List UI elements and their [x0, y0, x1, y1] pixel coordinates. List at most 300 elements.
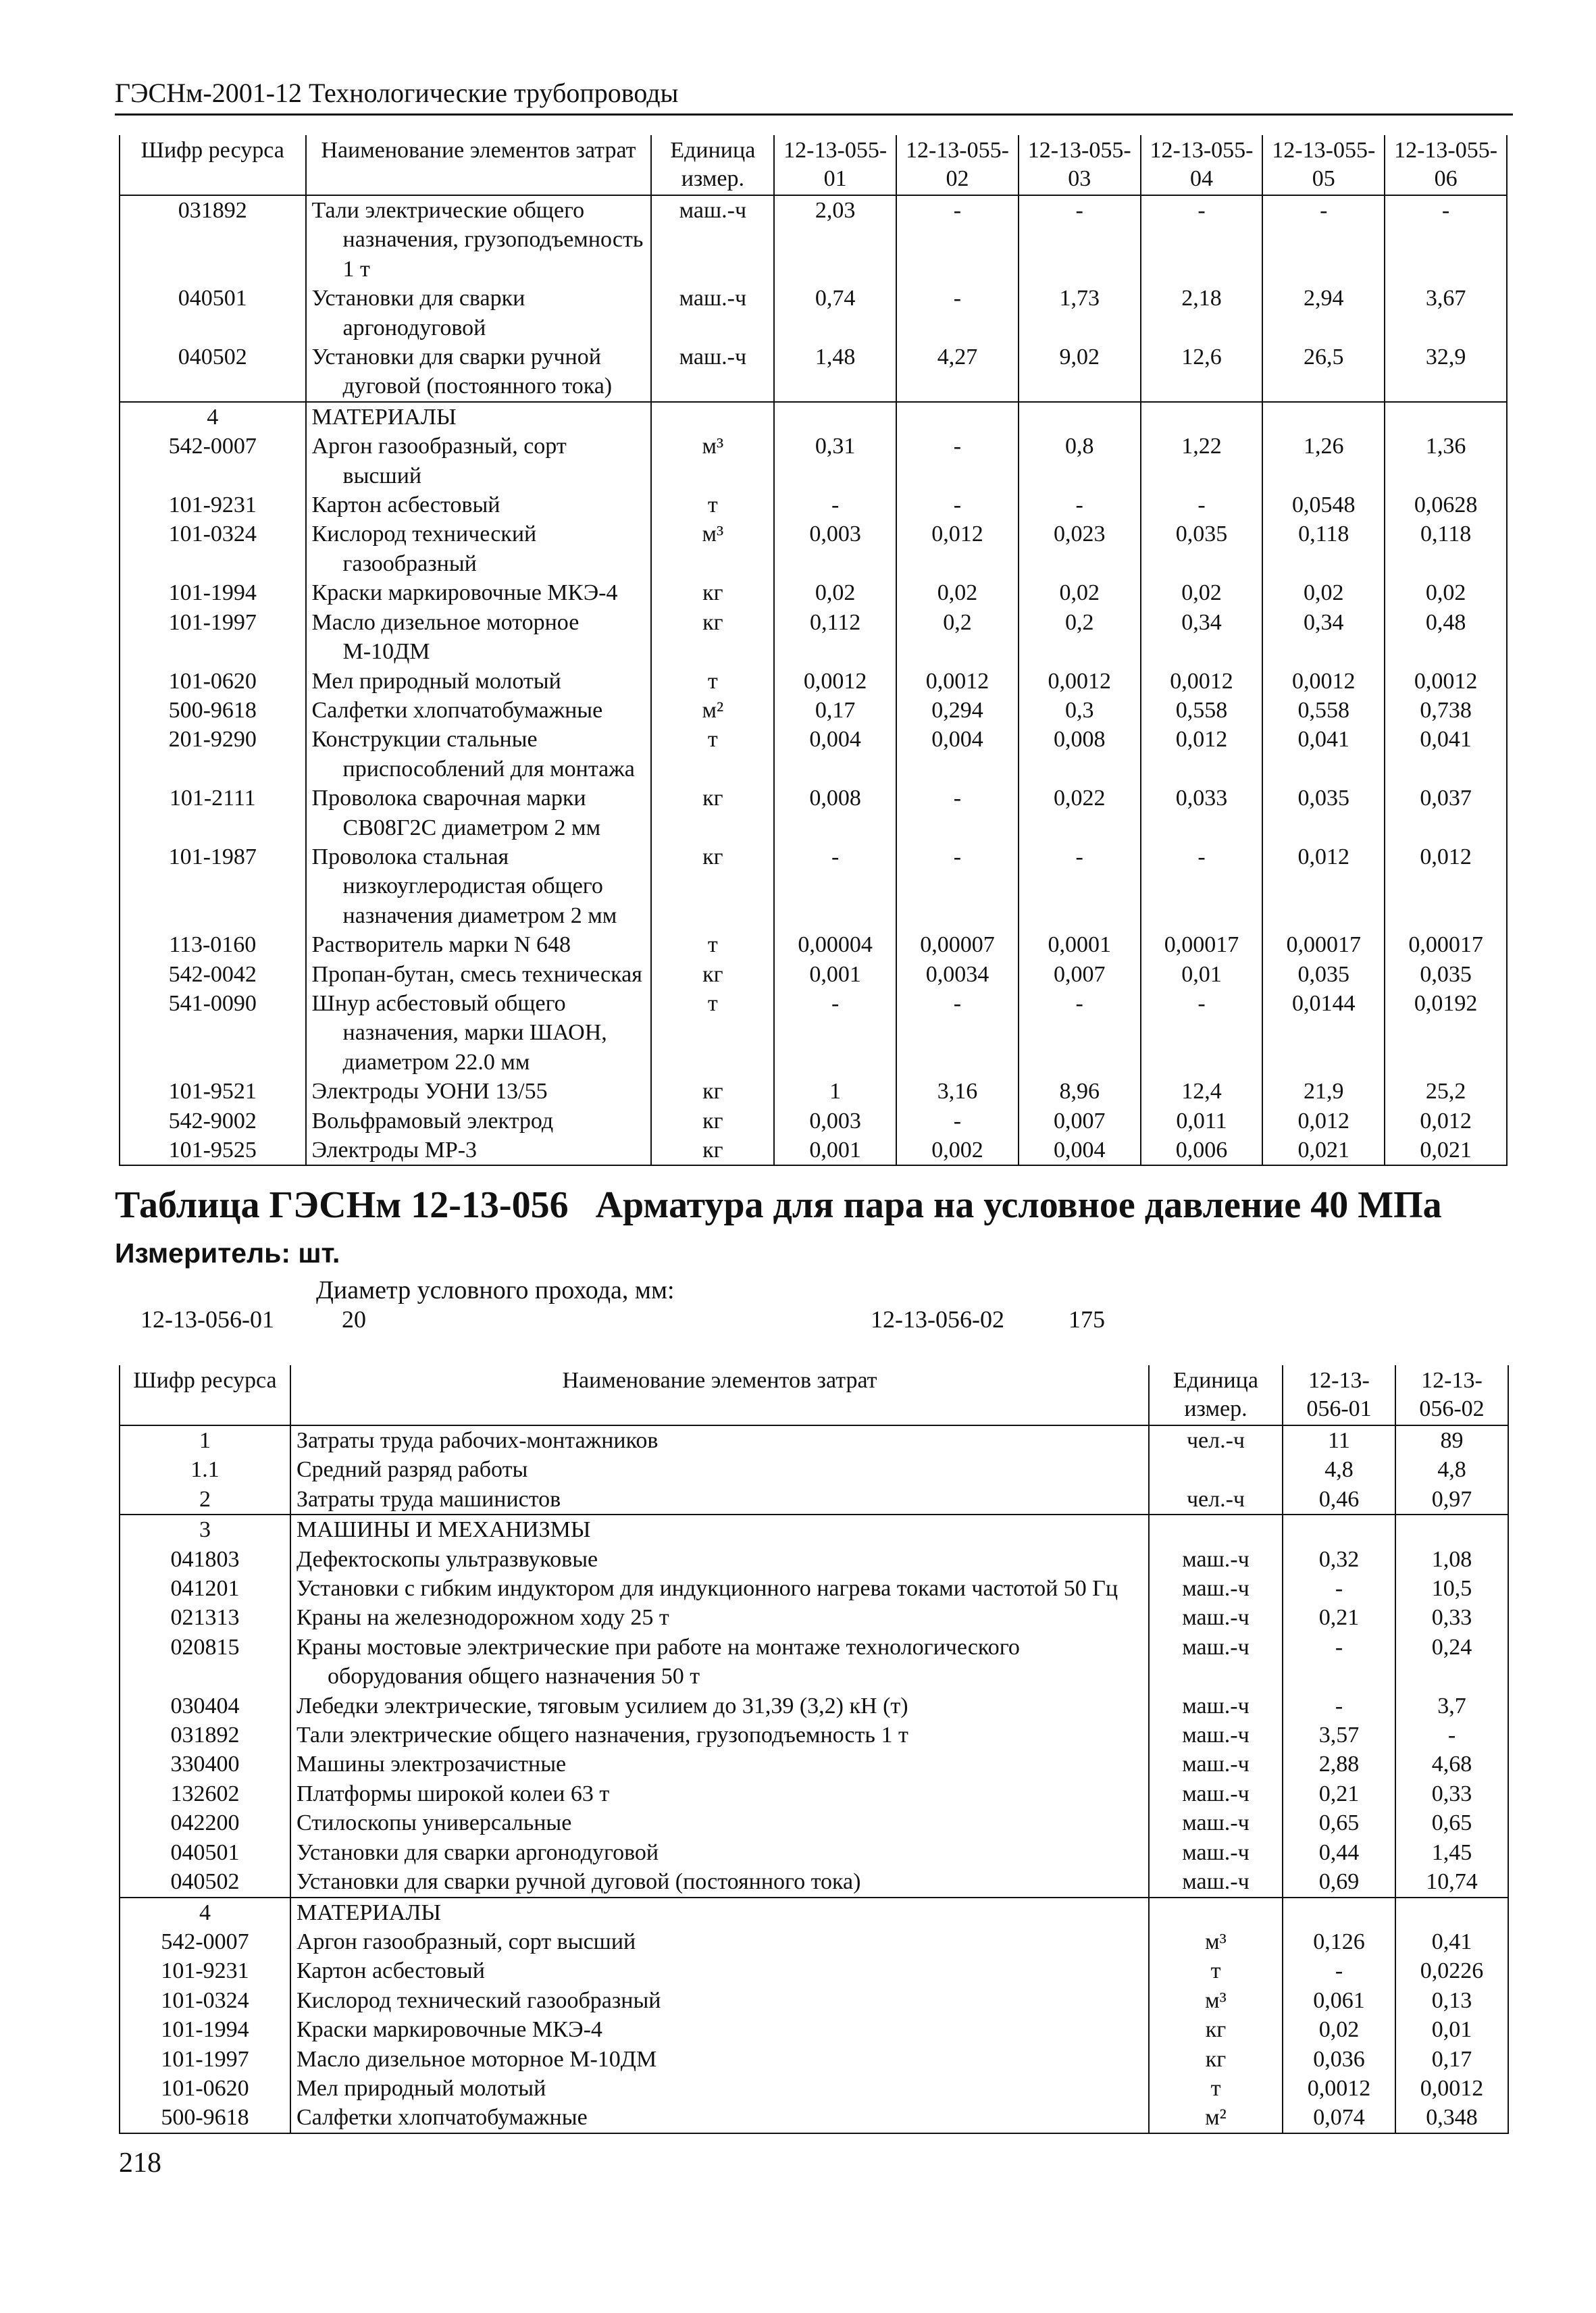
- cell-value-2: 0,294: [896, 696, 1019, 725]
- table-row: [120, 608, 1507, 667]
- cell-name: Салфетки хлопчатобумажные: [306, 696, 652, 725]
- cell-unit: м³: [651, 432, 774, 490]
- cell-name: Установки с гибким индуктором для индукционного нагрева токами частотой 50 Гц: [290, 1574, 1149, 1603]
- table-row: [120, 1603, 1508, 1632]
- cell-unit: кг: [651, 1107, 774, 1136]
- diameter-value-1: 20: [342, 1306, 366, 1333]
- cell-code: 040501: [120, 284, 306, 342]
- cell-unit: маш.-ч: [1149, 1574, 1283, 1603]
- cell-value-5: 21,9: [1262, 1077, 1385, 1106]
- cell-code: 042200: [120, 1808, 290, 1837]
- table-row: [120, 1750, 1508, 1779]
- cell-value-2: 1,08: [1395, 1545, 1508, 1574]
- cell-code: 040502: [120, 342, 306, 402]
- table-title: [115, 1184, 1442, 1227]
- cell-value-1: 0,65: [1283, 1808, 1395, 1837]
- cell-value-5: 0,118: [1262, 519, 1385, 578]
- header-name: Наименование элементов затрат: [306, 135, 652, 195]
- cell-value-4: 1,22: [1141, 432, 1263, 490]
- cell-value-2: 1,45: [1395, 1838, 1508, 1867]
- cell-code: 101-1987: [120, 842, 306, 930]
- cell-code: 500-9618: [120, 696, 306, 725]
- cell-value-2: [1395, 1515, 1508, 1544]
- cell-value-3: [1019, 402, 1141, 432]
- table-row: [120, 519, 1507, 578]
- table-row: [120, 2103, 1508, 2133]
- cell-value-6: [1385, 402, 1507, 432]
- cell-code: 101-0324: [120, 519, 306, 578]
- cell-name: Тали электрические общего назначения, грузоподъемность 1 т: [306, 195, 652, 284]
- cell-value-3: 0,3: [1019, 696, 1141, 725]
- cell-value-3: 1,73: [1019, 284, 1141, 342]
- table-row: [120, 1633, 1508, 1692]
- cell-value-2: 4,27: [896, 342, 1019, 402]
- cell-value-2: 0,002: [896, 1136, 1019, 1165]
- cell-code: 132602: [120, 1779, 290, 1808]
- cell-value-3: 0,2: [1019, 608, 1141, 667]
- cell-value-5: 0,34: [1262, 608, 1385, 667]
- cell-value-6: 0,0628: [1385, 490, 1507, 519]
- cell-value-1: 1: [774, 1077, 896, 1106]
- cell-unit: т: [651, 989, 774, 1077]
- cell-value-1: 2,03: [774, 195, 896, 284]
- header-col-4: 12-13-055-04: [1141, 135, 1263, 195]
- cell-value-1: 0,001: [774, 1136, 896, 1165]
- cell-code: 101-1994: [120, 2015, 290, 2044]
- cell-value-5: 0,035: [1262, 784, 1385, 842]
- cell-name: Электроды МР-3: [306, 1136, 652, 1165]
- table-row: [120, 342, 1507, 402]
- table-row: [120, 1515, 1508, 1544]
- table-row: [120, 1455, 1508, 1484]
- cell-value-4: -: [1141, 195, 1263, 284]
- cell-unit: кг: [651, 578, 774, 607]
- table-row: [120, 784, 1507, 842]
- cell-value-2: 0,2: [896, 608, 1019, 667]
- cell-unit: т: [1149, 2074, 1283, 2103]
- table-row: [120, 1692, 1508, 1721]
- cell-name: Аргон газообразный, сорт высший: [290, 1927, 1149, 1956]
- cell-value-1: 0,31: [774, 432, 896, 490]
- cell-name: Краны на железнодорожном ходу 25 т: [290, 1603, 1149, 1632]
- cell-name: Установки для сварки аргонодуговой: [290, 1838, 1149, 1867]
- cell-value-2: [896, 402, 1019, 432]
- cell-value-5: 0,00017: [1262, 930, 1385, 959]
- cell-code: 101-9231: [120, 1956, 290, 1985]
- cell-value-6: 0,118: [1385, 519, 1507, 578]
- cell-value-6: 0,012: [1385, 1107, 1507, 1136]
- cell-code: 2: [120, 1485, 290, 1515]
- cell-name: Дефектоскопы ультразвуковые: [290, 1545, 1149, 1574]
- cell-unit: маш.-ч: [1149, 1721, 1283, 1750]
- cell-value-2: -: [896, 432, 1019, 490]
- cell-value-1: 0,02: [774, 578, 896, 607]
- cell-value-1: 1,48: [774, 342, 896, 402]
- cell-value-6: -: [1385, 195, 1507, 284]
- cell-value-2: 3,16: [896, 1077, 1019, 1106]
- table-number: Таблица ГЭСНм 12-13-056: [115, 1184, 569, 1226]
- diameter-code-2: 12-13-056-02: [871, 1306, 1004, 1333]
- cell-unit: кг: [651, 784, 774, 842]
- cell-unit: т: [1149, 1956, 1283, 1985]
- cell-value-1: 0,21: [1283, 1603, 1395, 1632]
- cell-code: 020815: [120, 1633, 290, 1692]
- cell-value-6: 0,012: [1385, 842, 1507, 930]
- cell-value-1: 0,112: [774, 608, 896, 667]
- cell-value-1: -: [774, 842, 896, 930]
- table-row: [120, 1838, 1508, 1867]
- cell-code: 101-1997: [120, 608, 306, 667]
- cell-value-2: -: [896, 284, 1019, 342]
- cell-name: Стилоскопы универсальные: [290, 1808, 1149, 1837]
- cell-value-6: 0,0192: [1385, 989, 1507, 1077]
- cell-unit: маш.-ч: [1149, 1779, 1283, 1808]
- table-row: [120, 1077, 1507, 1106]
- cell-code: 330400: [120, 1750, 290, 1779]
- cell-value-2: 89: [1395, 1425, 1508, 1455]
- cell-code: 101-0620: [120, 2074, 290, 2103]
- cell-value-3: 0,8: [1019, 432, 1141, 490]
- cell-code: 4: [120, 1898, 290, 1927]
- cell-value-5: 0,035: [1262, 960, 1385, 989]
- cell-unit: маш.-ч: [651, 195, 774, 284]
- cell-value-2: 0,0012: [896, 667, 1019, 696]
- cell-value-3: 0,02: [1019, 578, 1141, 607]
- cell-value-5: 0,0012: [1262, 667, 1385, 696]
- cell-value-1: 0,126: [1283, 1927, 1395, 1956]
- cell-value-5: 0,041: [1262, 725, 1385, 784]
- cell-value-5: 0,0548: [1262, 490, 1385, 519]
- cell-code: 1.1: [120, 1455, 290, 1484]
- cell-unit: кг: [1149, 2015, 1283, 2044]
- header-col-6: 12-13-055-06: [1385, 135, 1507, 195]
- cell-value-1: 0,003: [774, 1107, 896, 1136]
- cell-value-2: 0,24: [1395, 1633, 1508, 1692]
- cell-value-2: -: [896, 1107, 1019, 1136]
- cell-name: Затраты труда рабочих-монтажников: [290, 1425, 1149, 1455]
- header-name: Наименование элементов затрат: [290, 1365, 1149, 1425]
- cell-name: Краски маркировочные МКЭ-4: [290, 2015, 1149, 2044]
- cell-value-4: 0,011: [1141, 1107, 1263, 1136]
- cell-code: 040502: [120, 1867, 290, 1897]
- cell-value-5: 0,012: [1262, 1107, 1385, 1136]
- cell-value-4: -: [1141, 989, 1263, 1077]
- cell-value-1: 0,004: [774, 725, 896, 784]
- table-row: [120, 1721, 1508, 1750]
- cell-value-5: 0,021: [1262, 1136, 1385, 1165]
- cell-name: Лебедки электрические, тяговым усилием до 31,39 (3,2) кН (т): [290, 1692, 1149, 1721]
- cell-value-1: 0,0012: [1283, 2074, 1395, 2103]
- cell-value-4: 0,02: [1141, 578, 1263, 607]
- cell-value-1: 11: [1283, 1425, 1395, 1455]
- diameter-label: Диаметр условного прохода, мм:: [316, 1276, 675, 1304]
- cell-value-2: 0,01: [1395, 2015, 1508, 2044]
- running-header: ГЭСНм-2001-12 Технологические трубопроводы: [115, 76, 1513, 116]
- table-row: [120, 490, 1507, 519]
- cell-name: Конструкции стальные приспособлений для монтажа: [306, 725, 652, 784]
- cell-unit: маш.-ч: [1149, 1692, 1283, 1721]
- page-number: 218: [119, 2147, 161, 2179]
- cell-value-2: -: [896, 195, 1019, 284]
- cell-value-6: 0,738: [1385, 696, 1507, 725]
- cell-value-2: 10,5: [1395, 1574, 1508, 1603]
- cell-value-1: 0,17: [774, 696, 896, 725]
- cell-value-1: 0,02: [1283, 2015, 1395, 2044]
- cell-name: Проволока сварочная марки СВ08Г2С диаметром 2 мм: [306, 784, 652, 842]
- table-row: [120, 1136, 1507, 1165]
- cell-name: Аргон газообразный, сорт высший: [306, 432, 652, 490]
- cell-unit: кг: [651, 842, 774, 930]
- cell-value-4: 0,558: [1141, 696, 1263, 725]
- cell-value-2: 0,012: [896, 519, 1019, 578]
- table-row: [120, 1485, 1508, 1515]
- header-col-3: 12-13-055-03: [1019, 135, 1141, 195]
- table-row: [120, 842, 1507, 930]
- table-row: [120, 1545, 1508, 1574]
- cell-value-1: 3,57: [1283, 1721, 1395, 1750]
- cell-value-6: 0,48: [1385, 608, 1507, 667]
- table-header-row: [120, 1365, 1508, 1425]
- table-row: [120, 989, 1507, 1077]
- cell-name: Кислород технический газообразный: [306, 519, 652, 578]
- cell-code: 031892: [120, 195, 306, 284]
- cell-unit: маш.-ч: [1149, 1545, 1283, 1574]
- cell-value-1: 2,88: [1283, 1750, 1395, 1779]
- table-body: [120, 1425, 1508, 2133]
- cell-value-1: 0,061: [1283, 1986, 1395, 2015]
- cell-unit: [1149, 1898, 1283, 1927]
- table-row: [120, 2074, 1508, 2103]
- table-row: [120, 1927, 1508, 1956]
- cell-value-3: 0,004: [1019, 1136, 1141, 1165]
- cell-name: Пропан-бутан, смесь техническая: [306, 960, 652, 989]
- cell-value-1: -: [774, 989, 896, 1077]
- cell-unit: кг: [651, 1077, 774, 1106]
- cell-value-2: -: [896, 989, 1019, 1077]
- header-col-2: 12-13-055-02: [896, 135, 1019, 195]
- cell-value-1: 0,001: [774, 960, 896, 989]
- cell-value-4: 0,00017: [1141, 930, 1263, 959]
- cell-code: 101-1997: [120, 2045, 290, 2074]
- cell-value-2: 10,74: [1395, 1867, 1508, 1897]
- cell-value-2: 0,0034: [896, 960, 1019, 989]
- table-row: [120, 2045, 1508, 2074]
- cell-value-1: [774, 402, 896, 432]
- cell-value-1: -: [1283, 1692, 1395, 1721]
- table-body: [120, 195, 1507, 1165]
- cell-value-6: 0,00017: [1385, 930, 1507, 959]
- table-row: [120, 696, 1507, 725]
- table-name: Арматура для пара на условное давление 40 МПа: [595, 1184, 1442, 1226]
- cell-value-2: 0,41: [1395, 1927, 1508, 1956]
- cell-value-2: 3,7: [1395, 1692, 1508, 1721]
- cell-unit: т: [651, 490, 774, 519]
- cell-value-1: 0,44: [1283, 1838, 1395, 1867]
- cell-code: 101-0324: [120, 1986, 290, 2015]
- header-unit: Единица измер.: [651, 135, 774, 195]
- cell-value-6: 0,02: [1385, 578, 1507, 607]
- cell-value-2: 0,33: [1395, 1779, 1508, 1808]
- cell-value-1: [1283, 1898, 1395, 1927]
- cell-unit: т: [651, 930, 774, 959]
- cell-name: Машины электрозачистные: [290, 1750, 1149, 1779]
- cell-name: Масло дизельное моторное М-10ДМ: [290, 2045, 1149, 2074]
- cell-code: 101-9521: [120, 1077, 306, 1106]
- cell-value-2: 0,33: [1395, 1603, 1508, 1632]
- resource-table-056: [119, 1365, 1509, 2134]
- table-row: [120, 1574, 1508, 1603]
- cell-value-2: 0,02: [896, 578, 1019, 607]
- header-col-2: 12-13-056-02: [1395, 1365, 1508, 1425]
- cell-unit: м³: [651, 519, 774, 578]
- table-row: [120, 960, 1507, 989]
- table-row: [120, 1986, 1508, 2015]
- cell-value-1: 0,46: [1283, 1485, 1395, 1515]
- cell-value-1: -: [1283, 1633, 1395, 1692]
- header-code: Шифр ресурса: [120, 135, 306, 195]
- cell-value-2: 0,004: [896, 725, 1019, 784]
- cell-value-5: 0,558: [1262, 696, 1385, 725]
- table-row: [120, 1956, 1508, 1985]
- cell-value-2: 0,00007: [896, 930, 1019, 959]
- cell-name: Мел природный молотый: [306, 667, 652, 696]
- cell-value-2: 0,97: [1395, 1485, 1508, 1515]
- cell-unit: чел.-ч: [1149, 1485, 1283, 1515]
- cell-value-4: 0,0012: [1141, 667, 1263, 696]
- cell-value-5: 2,94: [1262, 284, 1385, 342]
- cell-value-3: -: [1019, 195, 1141, 284]
- cell-unit: маш.-ч: [1149, 1808, 1283, 1837]
- cell-value-2: 4,68: [1395, 1750, 1508, 1779]
- cell-name: МАТЕРИАЛЫ: [306, 402, 652, 432]
- measure-unit: Измеритель: шт.: [115, 1238, 340, 1269]
- cell-value-1: 0,036: [1283, 2045, 1395, 2074]
- header-col-1: 12-13-056-01: [1283, 1365, 1395, 1425]
- cell-value-4: 0,01: [1141, 960, 1263, 989]
- cell-code: 4: [120, 402, 306, 432]
- table-row: [120, 1425, 1508, 1455]
- cell-name: Установки для сварки ручной дуговой (постоянного тока): [290, 1867, 1149, 1897]
- cell-name: Мел природный молотый: [290, 2074, 1149, 2103]
- header-code: Шифр ресурса: [120, 1365, 290, 1425]
- cell-value-4: 2,18: [1141, 284, 1263, 342]
- cell-value-3: 9,02: [1019, 342, 1141, 402]
- cell-value-1: 0,21: [1283, 1779, 1395, 1808]
- cell-value-3: 8,96: [1019, 1077, 1141, 1106]
- cell-name: Установки для сварки аргонодуговой: [306, 284, 652, 342]
- cell-unit: кг: [1149, 2045, 1283, 2074]
- cell-value-3: 0,0012: [1019, 667, 1141, 696]
- cell-unit: м²: [651, 696, 774, 725]
- cell-name: Средний разряд работы: [290, 1455, 1149, 1484]
- cell-value-3: 0,022: [1019, 784, 1141, 842]
- header-col-5: 12-13-055-05: [1262, 135, 1385, 195]
- cell-unit: [1149, 1455, 1283, 1484]
- cell-value-1: 0,00004: [774, 930, 896, 959]
- cell-value-4: 0,012: [1141, 725, 1263, 784]
- cell-value-4: -: [1141, 842, 1263, 930]
- cell-value-1: [1283, 1515, 1395, 1544]
- cell-value-5: 0,012: [1262, 842, 1385, 930]
- cell-value-1: 4,8: [1283, 1455, 1395, 1484]
- cell-unit: маш.-ч: [651, 284, 774, 342]
- cell-value-5: 0,0144: [1262, 989, 1385, 1077]
- header-col-1: 12-13-055-01: [774, 135, 896, 195]
- cell-name: Краны мостовые электрические при работе на монтаже технологического оборудования общего назначения 50 т: [290, 1633, 1149, 1692]
- cell-value-4: 12,4: [1141, 1077, 1263, 1106]
- cell-unit: м²: [1149, 2103, 1283, 2133]
- cell-unit: [651, 402, 774, 432]
- cell-value-6: 32,9: [1385, 342, 1507, 402]
- header-unit: Единица измер.: [1149, 1365, 1283, 1425]
- cell-unit: т: [651, 667, 774, 696]
- cell-value-1: 0,74: [774, 284, 896, 342]
- cell-name: Краски маркировочные МКЭ-4: [306, 578, 652, 607]
- cell-value-2: 0,348: [1395, 2103, 1508, 2133]
- table-row: [120, 432, 1507, 490]
- cell-code: 030404: [120, 1692, 290, 1721]
- table-row: [120, 1867, 1508, 1897]
- table-header-row: [120, 135, 1507, 195]
- cell-value-2: -: [896, 842, 1019, 930]
- table-row: [120, 1808, 1508, 1837]
- resource-table-055: [119, 135, 1508, 1166]
- cell-value-2: 0,0012: [1395, 2074, 1508, 2103]
- cell-name: Установки для сварки ручной дуговой (постоянного тока): [306, 342, 652, 402]
- cell-code: 101-2111: [120, 784, 306, 842]
- cell-value-4: -: [1141, 490, 1263, 519]
- cell-code: 3: [120, 1515, 290, 1544]
- cell-unit: маш.-ч: [1149, 1603, 1283, 1632]
- cell-code: 101-0620: [120, 667, 306, 696]
- cell-code: 542-0042: [120, 960, 306, 989]
- cell-value-2: 0,17: [1395, 2045, 1508, 2074]
- cell-name: Кислород технический газообразный: [290, 1986, 1149, 2015]
- cell-value-6: 0,021: [1385, 1136, 1507, 1165]
- cell-value-6: 0,0012: [1385, 667, 1507, 696]
- table-row: [120, 402, 1507, 432]
- cell-value-1: 0,32: [1283, 1545, 1395, 1574]
- cell-unit: [1149, 1515, 1283, 1544]
- cell-unit: кг: [651, 1136, 774, 1165]
- cell-code: 542-9002: [120, 1107, 306, 1136]
- cell-value-4: 0,033: [1141, 784, 1263, 842]
- cell-unit: кг: [651, 960, 774, 989]
- table-row: [120, 1898, 1508, 1927]
- cell-value-4: 0,34: [1141, 608, 1263, 667]
- cell-name: Картон асбестовый: [306, 490, 652, 519]
- table-row: [120, 725, 1507, 784]
- cell-value-4: 0,035: [1141, 519, 1263, 578]
- cell-value-6: 0,035: [1385, 960, 1507, 989]
- cell-name: Платформы широкой колеи 63 т: [290, 1779, 1149, 1808]
- table-row: [120, 284, 1507, 342]
- cell-unit: маш.-ч: [1149, 1633, 1283, 1692]
- cell-value-3: -: [1019, 989, 1141, 1077]
- cell-name: Электроды УОНИ 13/55: [306, 1077, 652, 1106]
- cell-name: МАШИНЫ И МЕХАНИЗМЫ: [290, 1515, 1149, 1544]
- cell-name: Проволока стальная низкоуглеродистая общего назначения диаметром 2 мм: [306, 842, 652, 930]
- cell-value-2: 0,13: [1395, 1986, 1508, 2015]
- cell-name: Растворитель марки N 648: [306, 930, 652, 959]
- cell-value-3: -: [1019, 490, 1141, 519]
- cell-name: МАТЕРИАЛЫ: [290, 1898, 1149, 1927]
- cell-value-4: [1141, 402, 1263, 432]
- cell-unit: чел.-ч: [1149, 1425, 1283, 1455]
- cell-value-3: 0,0001: [1019, 930, 1141, 959]
- table-row: [120, 667, 1507, 696]
- diameter-value-2: 175: [1069, 1306, 1105, 1333]
